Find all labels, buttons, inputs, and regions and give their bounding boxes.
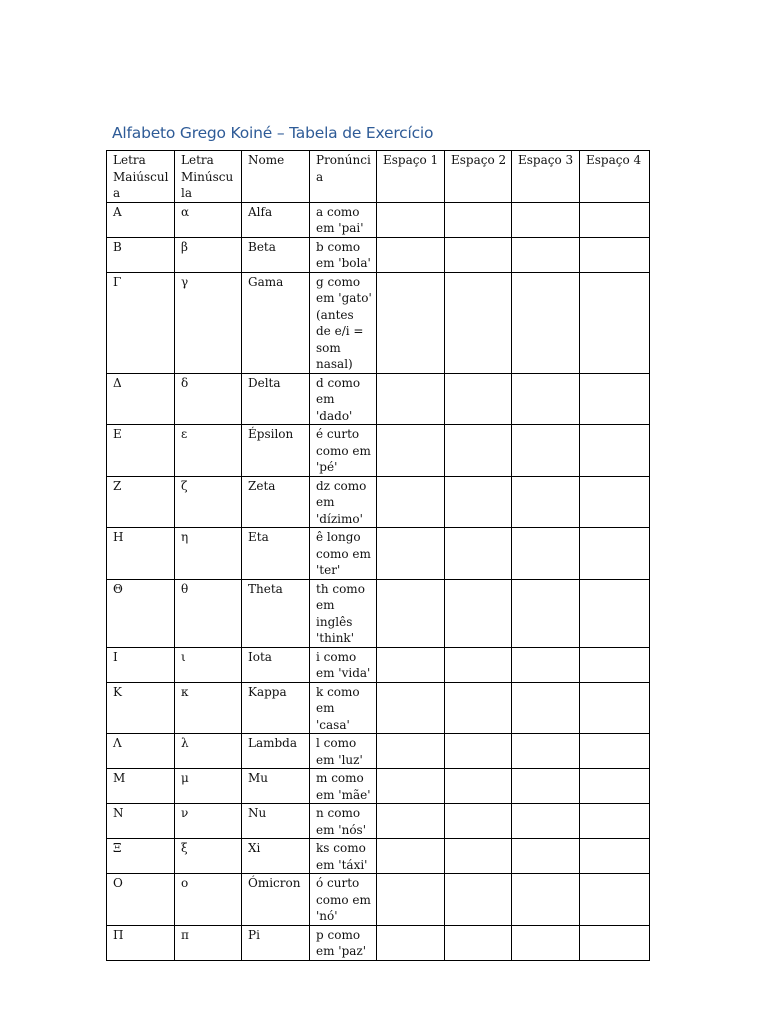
table-body xyxy=(107,202,650,960)
pronunciation-cell: b como em 'bola' xyxy=(310,237,377,272)
letter-name-cell: Lambda xyxy=(242,734,310,769)
table-row xyxy=(107,272,650,373)
letter-name-cell: Nu xyxy=(242,804,310,839)
exercise-space-1-cell[interactable] xyxy=(377,647,445,682)
pronunciation-cell: dz como em 'dízimo' xyxy=(310,476,377,528)
exercise-space-3-cell[interactable] xyxy=(512,647,580,682)
header-space-1: Espaço 1 xyxy=(377,151,445,203)
exercise-space-4-cell[interactable] xyxy=(580,925,650,960)
exercise-space-3-cell[interactable] xyxy=(512,237,580,272)
pronunciation-cell: é curto como em 'pé' xyxy=(310,425,377,477)
exercise-space-4-cell[interactable] xyxy=(580,579,650,647)
letter-name-cell: Theta xyxy=(242,579,310,647)
lowercase-letter-cell: α xyxy=(175,202,242,237)
pronunciation-cell: k como em 'casa' xyxy=(310,682,377,734)
lowercase-letter-cell: ξ xyxy=(175,839,242,874)
letter-name-cell: Mu xyxy=(242,769,310,804)
lowercase-letter-cell: β xyxy=(175,237,242,272)
letter-name-cell: Pi xyxy=(242,925,310,960)
exercise-space-2-cell[interactable] xyxy=(445,202,512,237)
exercise-space-4-cell[interactable] xyxy=(580,874,650,926)
exercise-space-1-cell[interactable] xyxy=(377,272,445,373)
exercise-space-3-cell[interactable] xyxy=(512,528,580,580)
table-row xyxy=(107,734,650,769)
exercise-space-4-cell[interactable] xyxy=(580,734,650,769)
exercise-space-1-cell[interactable] xyxy=(377,425,445,477)
letter-name-cell: Kappa xyxy=(242,682,310,734)
exercise-space-2-cell[interactable] xyxy=(445,874,512,926)
table-row xyxy=(107,476,650,528)
exercise-space-1-cell[interactable] xyxy=(377,682,445,734)
uppercase-letter-cell: Κ xyxy=(107,682,175,734)
lowercase-letter-cell: π xyxy=(175,925,242,960)
letter-name-cell: Beta xyxy=(242,237,310,272)
table-row xyxy=(107,769,650,804)
lowercase-letter-cell: ε xyxy=(175,425,242,477)
exercise-space-2-cell[interactable] xyxy=(445,682,512,734)
exercise-space-3-cell[interactable] xyxy=(512,874,580,926)
lowercase-letter-cell: ο xyxy=(175,874,242,926)
header-lowercase: Letra Minúscula xyxy=(175,151,242,203)
exercise-space-4-cell[interactable] xyxy=(580,769,650,804)
exercise-space-4-cell[interactable] xyxy=(580,272,650,373)
exercise-space-3-cell[interactable] xyxy=(512,925,580,960)
document-title: Alfabeto Grego Koiné – Tabela de Exercício xyxy=(112,124,434,142)
letter-name-cell: Zeta xyxy=(242,476,310,528)
exercise-space-1-cell[interactable] xyxy=(377,734,445,769)
uppercase-letter-cell: Δ xyxy=(107,373,175,425)
exercise-space-3-cell[interactable] xyxy=(512,839,580,874)
letter-name-cell: Iota xyxy=(242,647,310,682)
table-row xyxy=(107,647,650,682)
exercise-space-1-cell[interactable] xyxy=(377,528,445,580)
header-space-4: Espaço 4 xyxy=(580,151,650,203)
pronunciation-cell: ks como em 'táxi' xyxy=(310,839,377,874)
uppercase-letter-cell: Η xyxy=(107,528,175,580)
lowercase-letter-cell: ν xyxy=(175,804,242,839)
header-uppercase: Letra Maiúscula xyxy=(107,151,175,203)
uppercase-letter-cell: Β xyxy=(107,237,175,272)
exercise-space-1-cell[interactable] xyxy=(377,925,445,960)
exercise-space-4-cell[interactable] xyxy=(580,202,650,237)
table-row xyxy=(107,425,650,477)
lowercase-letter-cell: η xyxy=(175,528,242,580)
lowercase-letter-cell: θ xyxy=(175,579,242,647)
exercise-space-4-cell[interactable] xyxy=(580,425,650,477)
letter-name-cell: Xi xyxy=(242,839,310,874)
exercise-space-4-cell[interactable] xyxy=(580,804,650,839)
exercise-space-2-cell[interactable] xyxy=(445,839,512,874)
exercise-space-4-cell[interactable] xyxy=(580,237,650,272)
lowercase-letter-cell: μ xyxy=(175,769,242,804)
exercise-space-2-cell[interactable] xyxy=(445,272,512,373)
exercise-space-2-cell[interactable] xyxy=(445,425,512,477)
exercise-space-4-cell[interactable] xyxy=(580,476,650,528)
uppercase-letter-cell: Θ xyxy=(107,579,175,647)
pronunciation-cell: g como em 'gato' (antes de e/i = som nasal) xyxy=(310,272,377,373)
lowercase-letter-cell: γ xyxy=(175,272,242,373)
exercise-space-2-cell[interactable] xyxy=(445,769,512,804)
exercise-space-3-cell[interactable] xyxy=(512,202,580,237)
letter-name-cell: Gama xyxy=(242,272,310,373)
exercise-space-1-cell[interactable] xyxy=(377,476,445,528)
letter-name-cell: Alfa xyxy=(242,202,310,237)
pronunciation-cell: a como em 'pai' xyxy=(310,202,377,237)
table-row xyxy=(107,839,650,874)
exercise-space-1-cell[interactable] xyxy=(377,202,445,237)
exercise-space-1-cell[interactable] xyxy=(377,579,445,647)
exercise-space-1-cell[interactable] xyxy=(377,874,445,926)
exercise-space-3-cell[interactable] xyxy=(512,373,580,425)
pronunciation-cell: ê longo como em 'ter' xyxy=(310,528,377,580)
exercise-space-3-cell[interactable] xyxy=(512,769,580,804)
uppercase-letter-cell: Ε xyxy=(107,425,175,477)
exercise-space-2-cell[interactable] xyxy=(445,579,512,647)
letter-name-cell: Eta xyxy=(242,528,310,580)
pronunciation-cell: i como em 'vida' xyxy=(310,647,377,682)
exercise-space-3-cell[interactable] xyxy=(512,272,580,373)
exercise-space-1-cell[interactable] xyxy=(377,373,445,425)
table-row xyxy=(107,925,650,960)
pronunciation-cell: l como em 'luz' xyxy=(310,734,377,769)
table-row xyxy=(107,373,650,425)
lowercase-letter-cell: δ xyxy=(175,373,242,425)
exercise-space-3-cell[interactable] xyxy=(512,804,580,839)
table-row xyxy=(107,528,650,580)
exercise-space-2-cell[interactable] xyxy=(445,647,512,682)
letter-name-cell: Épsilon xyxy=(242,425,310,477)
table-row xyxy=(107,237,650,272)
greek-alphabet-table xyxy=(106,150,650,961)
exercise-space-4-cell[interactable] xyxy=(580,528,650,580)
exercise-space-2-cell[interactable] xyxy=(445,925,512,960)
lowercase-letter-cell: κ xyxy=(175,682,242,734)
table-row xyxy=(107,874,650,926)
lowercase-letter-cell: ζ xyxy=(175,476,242,528)
uppercase-letter-cell: Λ xyxy=(107,734,175,769)
exercise-space-1-cell[interactable] xyxy=(377,769,445,804)
table-row xyxy=(107,804,650,839)
exercise-space-4-cell[interactable] xyxy=(580,682,650,734)
pronunciation-cell: n como em 'nós' xyxy=(310,804,377,839)
exercise-space-4-cell[interactable] xyxy=(580,647,650,682)
uppercase-letter-cell: Π xyxy=(107,925,175,960)
uppercase-letter-cell: Ξ xyxy=(107,839,175,874)
exercise-space-4-cell[interactable] xyxy=(580,839,650,874)
header-space-2: Espaço 2 xyxy=(445,151,512,203)
uppercase-letter-cell: Ο xyxy=(107,874,175,926)
header-space-3: Espaço 3 xyxy=(512,151,580,203)
exercise-space-2-cell[interactable] xyxy=(445,804,512,839)
exercise-space-3-cell[interactable] xyxy=(512,425,580,477)
uppercase-letter-cell: Ζ xyxy=(107,476,175,528)
letter-name-cell: Ómicron xyxy=(242,874,310,926)
lowercase-letter-cell: ι xyxy=(175,647,242,682)
table-row xyxy=(107,202,650,237)
exercise-space-3-cell[interactable] xyxy=(512,734,580,769)
table-row xyxy=(107,682,650,734)
header-name: Nome xyxy=(242,151,310,203)
exercise-space-3-cell[interactable] xyxy=(512,476,580,528)
exercise-space-2-cell[interactable] xyxy=(445,237,512,272)
pronunciation-cell: d como em 'dado' xyxy=(310,373,377,425)
pronunciation-cell: ó curto como em 'nó' xyxy=(310,874,377,926)
uppercase-letter-cell: Ι xyxy=(107,647,175,682)
exercise-space-3-cell[interactable] xyxy=(512,579,580,647)
uppercase-letter-cell: Α xyxy=(107,202,175,237)
exercise-space-3-cell[interactable] xyxy=(512,682,580,734)
uppercase-letter-cell: Γ xyxy=(107,272,175,373)
exercise-space-2-cell[interactable] xyxy=(445,528,512,580)
exercise-space-1-cell[interactable] xyxy=(377,804,445,839)
exercise-space-1-cell[interactable] xyxy=(377,237,445,272)
table-header-row xyxy=(107,151,650,203)
uppercase-letter-cell: Μ xyxy=(107,769,175,804)
pronunciation-cell: m como em 'mãe' xyxy=(310,769,377,804)
letter-name-cell: Delta xyxy=(242,373,310,425)
exercise-space-2-cell[interactable] xyxy=(445,373,512,425)
exercise-space-1-cell[interactable] xyxy=(377,839,445,874)
uppercase-letter-cell: Ν xyxy=(107,804,175,839)
pronunciation-cell: p como em 'paz' xyxy=(310,925,377,960)
table-row xyxy=(107,579,650,647)
lowercase-letter-cell: λ xyxy=(175,734,242,769)
exercise-space-4-cell[interactable] xyxy=(580,373,650,425)
exercise-space-2-cell[interactable] xyxy=(445,734,512,769)
header-pronunciation: Pronúncia xyxy=(310,151,377,203)
exercise-space-2-cell[interactable] xyxy=(445,476,512,528)
pronunciation-cell: th como em inglês 'think' xyxy=(310,579,377,647)
